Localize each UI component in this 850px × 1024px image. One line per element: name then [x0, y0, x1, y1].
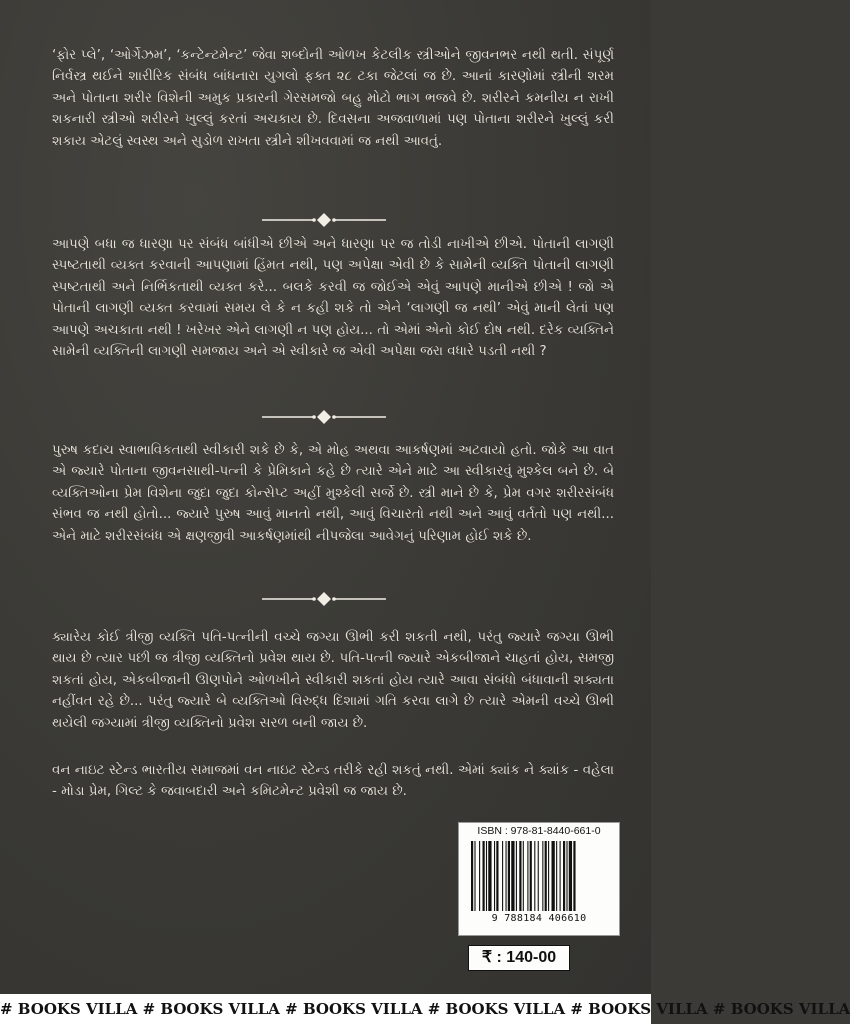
isbn-barcode-label — [458, 822, 620, 936]
barcode-digits: 9 788184 406610 — [491, 913, 587, 924]
blurb-paragraph-4: ક્યારેય કોઈ ત્રીજી વ્યક્તિ પતિ-પત્નીની વચ્ચે જગ્યા ઊભી કરી શકતી નથી, પરંતુ જ્યારે જગ્યા ઊભી થાય છે ત્યાર પછી જ ત્રીજી વ્યક્તિનો પ્રવેશ થાય છે. પતિ-પત્ની જ્યારે એકબીજાને ચાહતાં હોય, સમજી શકતાં હોય, એકબીજાની ઊણપોને ઓળખીને સ્વીકારી શકતાં હોય ત્યારે આવા સંબંધો બંધાવાની શક્યતા નહીંવત રહે છે... પરંતુ જ્યારે બે વ્યક્તિઓ વિરુદ્ધ દિશામાં ગતિ કરવા લાગે છે ત્યારે એમની વચ્ચે ઊભી થયેલી જગ્યામાં ત્રીજી વ્યક્તિનો પ્રવેશ સરળ બની જાય છે. — [52, 630, 614, 731]
ornament-divider-1 — [262, 213, 386, 227]
barcode-icon — [471, 841, 607, 911]
price-tag: ₹ : 140-00 — [468, 945, 570, 971]
blurb-paragraph-5: વન નાઇટ સ્ટેન્ડ ભારતીય સમાજમાં વન નાઇટ સ્ટેન્ડ તરીકે રહી શકતું નથી. એમાં ક્યાંક ને ક્યાંક - વહેલા - મોડા પ્રેમ, ગિલ્ટ કે જવાબદારી અને કમિટમેન્ટ પ્રવેશી જ જાય છે. — [52, 763, 614, 800]
isbn-number: ISBN : 978-81-8440-661-0 — [477, 825, 601, 837]
blurb-paragraph-2: આપણે બધા જ ધારણા પર સંબંધ બાંધીએ છીએ અને ધારણા પર જ તોડી નાખીએ છીએ. પોતાની લાગણી સ્પષ્ટતાથી વ્યક્ત કરવાની આપણામાં હિંમત નથી, પણ અપેક્ષા એવી છે કે સામેની વ્યક્તિ પોતાની લાગણી સ્પષ્ટતાથી અને નિર્ભિકતાથી વ્યક્ત કરે... બલકે કરવી જ જોઈએ એવું આપણે માનીએ છીએ ! જો એ પોતાની લાગણી વ્યક્ત કરવામાં સમય લે કે ન કહી શકે તો એને ‘લાગણી જ નથી’ એવું માની લેતાં પણ આપણે અચકાતા નથી ! ખરેખર એને લાગણી ન પણ હોય... તો એમાં એનો કોઈ દોષ નથી. દરેક વ્યક્તિને સામેની વ્યક્તિની લાગણી સમજાય અને એ સ્વીકારે જ એવી અપેક્ષા જરા વધારે પડતી નથી ? — [52, 237, 614, 360]
ornament-divider-2 — [262, 410, 386, 424]
books-villa-stamp: # BOOKS VILLA # BOOKS VILLA # BOOKS VILLA # BOOKS VILLA # BOOKS VILLA # BOOKS VILLA — [0, 994, 651, 1024]
blurb-paragraph-1: ‘ફોર પ્લે’, ‘ઓર્ગેઝમ’, ‘કન્ટેન્ટમેન્ટ’ જેવા શબ્દોની ઓળખ કેટલીક સ્ત્રીઓને જીવનભર નથી થતી. સંપૂર્ણ નિર્વસ્ત્ર થઈને શારીરિક સંબંધ બાંધનારા યુગલો ફક્ત ૨૮ ટકા જેટલાં જ છે. આનાં કારણોમાં સ્ત્રીની શરમ અને પોતાના શરીર વિશેની અમુક પ્રકારની ગેરસમજો બહુ મોટો ભાગ ભજવે છે. શરીરને કમનીય ન રાખી શકનારી સ્ત્રીઓ શરીરને ખુલ્લું કરતાં અચકાય છે. દિવસના અજવાળામાં પણ પોતાના શરીરને ખુલ્લું કરી શકાય એટલું સ્વસ્થ અને સુડોળ રાખતા સ્ત્રીને શીખવવામાં જ નથી આવતું. — [52, 48, 614, 149]
ornament-divider-3 — [262, 592, 386, 606]
blurb-paragraph-3: પુરુષ કદાચ સ્વાભાવિકતાથી સ્વીકારી શકે છે કે, એ મોહ અથવા આકર્ષણમાં અટવાયો હતો. જોકે આ વાત એ જ્યારે પોતાના જીવનસાથી-પત્ની કે પ્રેમિકાને કહે છે ત્યારે એને માટે આ સ્વીકારવું મુશ્કેલ બને છે. બે વ્યક્તિઓના પ્રેમ વિશેના જુદા જુદા કોન્સેપ્ટ અહીં મુશ્કેલી સર્જે છે. સ્ત્રી માને છે કે, પ્રેમ વગર શરીરસંબંધ સંભવ જ નથી હોતો... જ્યારે પુરુષ આવું માનતો નથી, આવું વિચારતો નથી અને આવું વર્તતો પણ નથી... એને માટે શરીરસંબંધ એ ક્ષણજીવી આકર્ષણમાંથી નીપજેલા આવેગનું પરિણામ હોઈ શકે છે. — [52, 443, 614, 544]
